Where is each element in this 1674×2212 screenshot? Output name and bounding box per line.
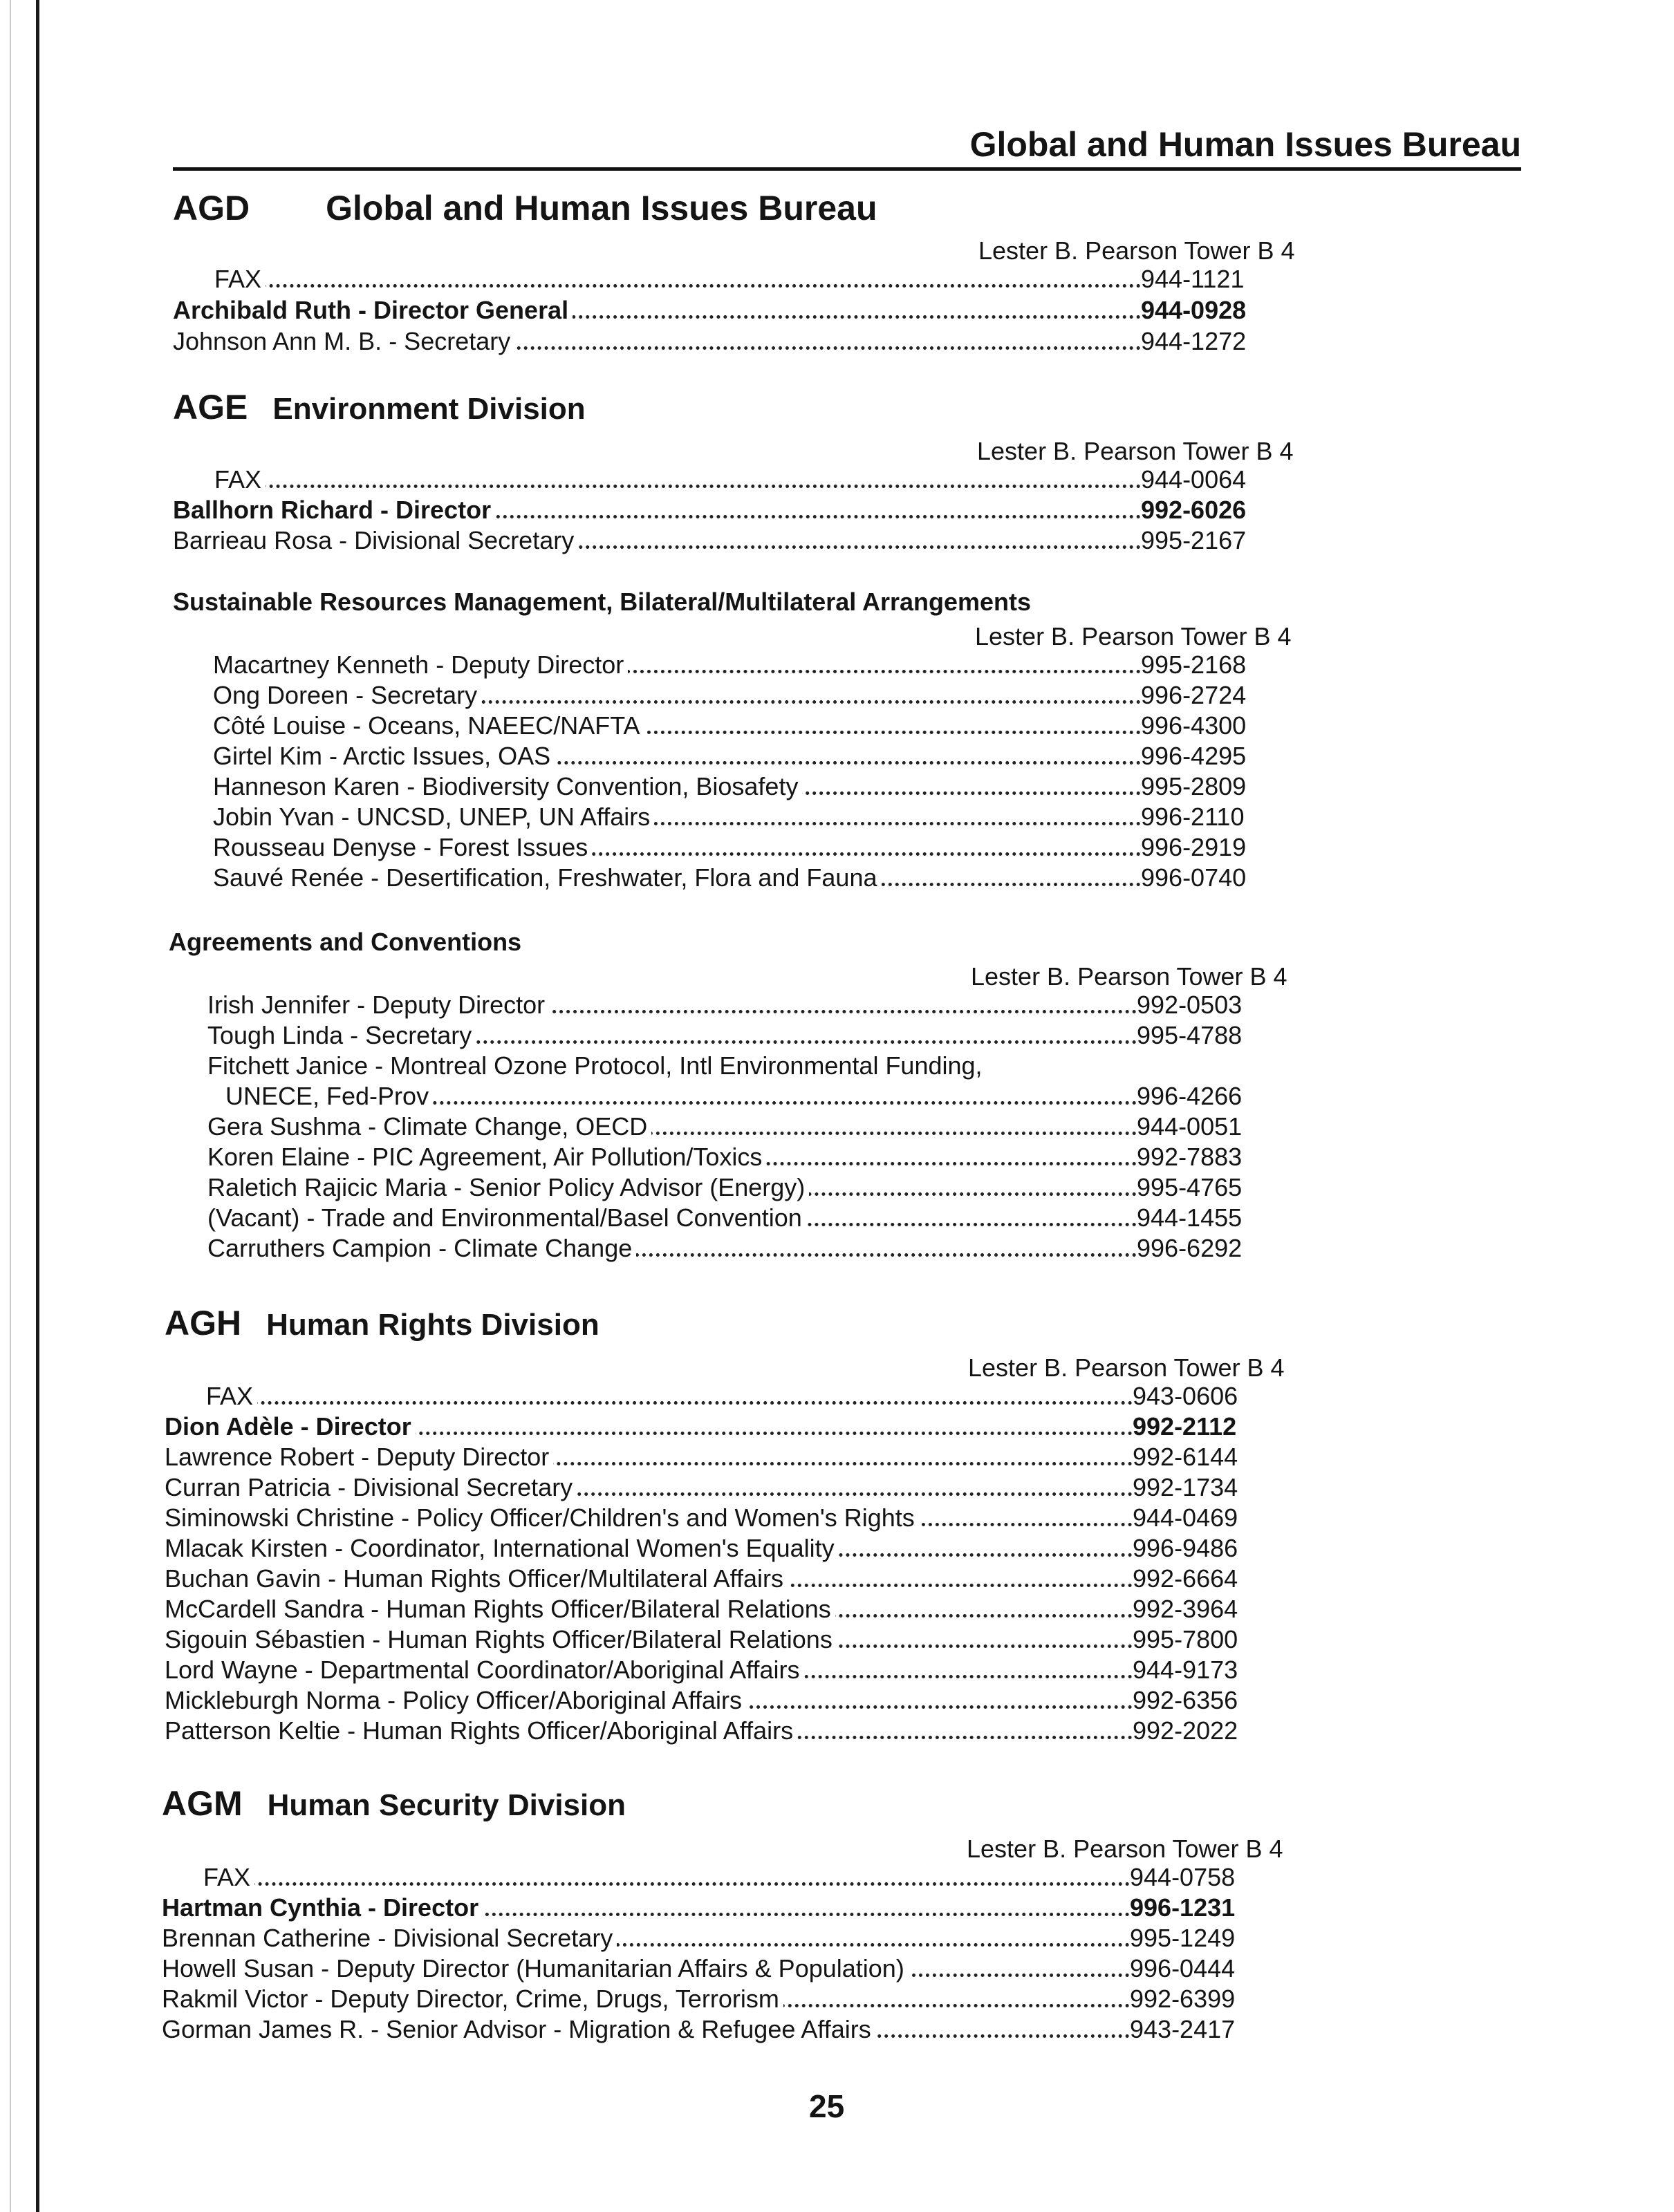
entry-name: Tough Linda - Secretary bbox=[207, 1020, 476, 1051]
entry-name: Ballhorn Richard - Director bbox=[173, 495, 495, 525]
entry-name: Siminowski Christine - Policy Officer/Children's and Women's Rights bbox=[165, 1503, 919, 1533]
director-entry bbox=[173, 495, 1245, 525]
section-heading bbox=[162, 1783, 626, 1824]
phone-number: 944-1455 bbox=[1137, 1203, 1243, 1232]
phone-number: 996-0444 bbox=[1130, 1954, 1236, 1983]
section-agh bbox=[165, 1303, 1305, 1759]
fax-entry bbox=[214, 264, 1245, 294]
dot-leader bbox=[206, 1401, 1133, 1405]
phone-number: 992-6026 bbox=[1141, 496, 1247, 524]
phone-number: 992-3964 bbox=[1133, 1595, 1238, 1623]
phone-number: 944-0928 bbox=[1141, 296, 1247, 324]
staff-entry bbox=[162, 2014, 1234, 2045]
phone-number: 992-6399 bbox=[1130, 1985, 1236, 2013]
dot-leader bbox=[214, 485, 1141, 488]
staff-entry bbox=[207, 1172, 1243, 1203]
entry-name: Lord Wayne - Departmental Coordinator/Aboriginal Affairs bbox=[165, 1655, 803, 1685]
section-code: AGE bbox=[173, 388, 248, 427]
staff-entry bbox=[225, 1081, 1243, 1112]
section-name: Human Rights Division bbox=[266, 1308, 599, 1342]
staff-entry bbox=[165, 1685, 1236, 1716]
entry-name: Girtel Kim - Arctic Issues, OAS bbox=[213, 741, 555, 771]
scan-margin-line bbox=[10, 0, 11, 2212]
phone-number: 944-1121 bbox=[1141, 265, 1245, 293]
entry-name: Raletich Rajicic Maria - Senior Policy Advisor (Energy) bbox=[207, 1172, 809, 1203]
director-entry bbox=[165, 1412, 1236, 1442]
entry-name: Brennan Catherine - Divisional Secretary bbox=[162, 1923, 617, 1953]
entry-name: Koren Elaine - PIC Agreement, Air Pollution/Toxics bbox=[207, 1142, 766, 1172]
entry-name: Sigouin Sébastien - Human Rights Officer/Bilateral Relations bbox=[165, 1624, 837, 1655]
subsection-title: Agreements and Conventions bbox=[169, 928, 522, 956]
entry-name: Rousseau Denyse - Forest Issues bbox=[213, 832, 592, 863]
section-code: AGH bbox=[165, 1304, 242, 1342]
staff-entry bbox=[165, 1624, 1236, 1655]
entry-name: Carruthers Campion - Climate Change bbox=[207, 1233, 636, 1264]
entry-name: (Vacant) - Trade and Environmental/Basel Convention bbox=[207, 1203, 806, 1233]
phone-number: 944-0758 bbox=[1130, 1863, 1236, 1891]
entry-name: Jobin Yvan - UNCSD, UNEP, UN Affairs bbox=[213, 802, 654, 832]
location: Lester B. Pearson Tower B 4 bbox=[978, 236, 1295, 265]
section-agd bbox=[173, 188, 1314, 368]
staff-entry bbox=[165, 1594, 1236, 1624]
staff-entry bbox=[207, 1233, 1243, 1264]
entry-name-continuation: UNECE, Fed-Prov bbox=[225, 1081, 433, 1112]
phone-number: 944-0051 bbox=[1137, 1112, 1243, 1141]
phone-number: 996-4300 bbox=[1141, 711, 1247, 740]
fax-entry bbox=[203, 1862, 1234, 1893]
entry-name: Johnson Ann M. B. - Secretary bbox=[173, 326, 514, 357]
staff-entry bbox=[165, 1564, 1236, 1594]
phone-number: 996-1231 bbox=[1130, 1893, 1236, 1922]
phone-number: 995-1249 bbox=[1130, 1924, 1236, 1952]
staff-entry bbox=[213, 711, 1245, 741]
phone-number: 992-0503 bbox=[1137, 991, 1243, 1019]
staff-entry bbox=[207, 1020, 1243, 1051]
section-code: AGM bbox=[162, 1784, 243, 1823]
phone-number: 992-6144 bbox=[1133, 1443, 1238, 1471]
staff-entry bbox=[165, 1655, 1236, 1685]
section-code: AGD bbox=[173, 189, 250, 227]
running-header bbox=[173, 111, 1521, 171]
staff-entry bbox=[173, 525, 1245, 556]
entry-name: FAX bbox=[214, 465, 266, 495]
entry-name: Patterson Keltie - Human Rights Officer/Aboriginal Affairs bbox=[165, 1716, 797, 1746]
section-age bbox=[169, 387, 1314, 1286]
entry-name: Curran Patricia - Divisional Secretary bbox=[165, 1472, 577, 1503]
dot-leader bbox=[203, 1882, 1130, 1886]
phone-number: 996-6292 bbox=[1137, 1234, 1243, 1262]
entry-name: Rakmil Victor - Deputy Director, Crime, Drugs, Terrorism bbox=[162, 1984, 783, 2014]
phone-number: 944-0469 bbox=[1133, 1503, 1238, 1532]
director-entry bbox=[173, 295, 1245, 326]
staff-entry bbox=[162, 1923, 1234, 1953]
staff-entry bbox=[213, 680, 1245, 711]
phone-number: 992-2112 bbox=[1133, 1412, 1237, 1441]
entry-name: Dion Adèle - Director bbox=[165, 1412, 416, 1442]
phone-number: 992-1734 bbox=[1133, 1473, 1238, 1501]
staff-entry bbox=[213, 741, 1245, 771]
staff-entry bbox=[213, 771, 1245, 802]
section-agm bbox=[162, 1783, 1303, 2053]
section-heading bbox=[173, 188, 877, 228]
entry-name: Fitchett Janice - Montreal Ozone Protocol, Intl Environmental Funding, bbox=[207, 1051, 983, 1080]
staff-entry bbox=[165, 1472, 1236, 1503]
staff-entry bbox=[207, 1142, 1243, 1172]
location: Lester B. Pearson Tower B 4 bbox=[968, 1353, 1285, 1382]
phone-number: 944-0064 bbox=[1141, 465, 1247, 494]
phone-number: 996-0740 bbox=[1141, 863, 1247, 892]
staff-entry bbox=[207, 1203, 1243, 1233]
entry-name: McCardell Sandra - Human Rights Officer/Bilateral Relations bbox=[165, 1594, 835, 1624]
staff-entry bbox=[162, 1953, 1234, 1984]
phone-number: 995-2167 bbox=[1141, 526, 1247, 554]
entry-name: Buchan Gavin - Human Rights Officer/Multilateral Affairs bbox=[165, 1564, 788, 1594]
phone-number: 995-2168 bbox=[1141, 650, 1247, 679]
entry-name: Lawrence Robert - Deputy Director bbox=[165, 1442, 553, 1472]
staff-entry bbox=[162, 1984, 1234, 2014]
staff-entry bbox=[165, 1503, 1236, 1533]
entry-name: FAX bbox=[214, 264, 266, 294]
entry-name: Ong Doreen - Secretary bbox=[213, 680, 481, 711]
entry-name: Archibald Ruth - Director General bbox=[173, 295, 573, 326]
phone-number: 995-2809 bbox=[1141, 772, 1247, 800]
staff-entry bbox=[213, 650, 1245, 680]
phone-number: 996-2724 bbox=[1141, 681, 1247, 709]
phone-number: 996-2110 bbox=[1141, 803, 1245, 831]
phone-number: 995-4765 bbox=[1137, 1173, 1243, 1201]
entry-name: Gera Sushma - Climate Change, OECD bbox=[207, 1112, 651, 1142]
entry-name: Hartman Cynthia - Director bbox=[162, 1893, 483, 1923]
location: Lester B. Pearson Tower B 4 bbox=[977, 437, 1294, 465]
entry-name: Côté Louise - Oceans, NAEEC/NAFTA bbox=[213, 711, 644, 741]
staff-entry bbox=[165, 1716, 1236, 1746]
entry-name: Barrieau Rosa - Divisional Secretary bbox=[173, 525, 578, 556]
entry-name: FAX bbox=[206, 1381, 257, 1412]
running-header-title: Global and Human Issues Bureau bbox=[969, 125, 1521, 164]
phone-number: 995-4788 bbox=[1137, 1021, 1243, 1049]
section-heading bbox=[165, 1303, 599, 1343]
section-name: Global and Human Issues Bureau bbox=[326, 189, 877, 227]
entry-name: Howell Susan - Deputy Director (Humanitarian Affairs & Population) bbox=[162, 1953, 909, 1984]
staff-entry bbox=[213, 832, 1245, 863]
staff-entry bbox=[173, 326, 1245, 357]
phone-number: 943-2417 bbox=[1130, 2015, 1236, 2043]
staff-entry bbox=[165, 1533, 1236, 1564]
director-entry bbox=[162, 1893, 1234, 1923]
section-heading bbox=[173, 387, 586, 427]
location: Lester B. Pearson Tower B 4 bbox=[967, 1835, 1283, 1863]
subsection-title: Sustainable Resources Management, Bilateral/Multilateral Arrangements bbox=[173, 588, 1032, 616]
phone-number: 944-1272 bbox=[1141, 327, 1247, 355]
phone-number: 992-6664 bbox=[1133, 1564, 1238, 1593]
phone-number: 996-9486 bbox=[1133, 1534, 1238, 1562]
entry-name: Hanneson Karen - Biodiversity Convention, Biosafety bbox=[213, 771, 802, 802]
page-number: 25 bbox=[809, 2088, 845, 2124]
phone-number: 944-9173 bbox=[1133, 1656, 1238, 1684]
section-name: Environment Division bbox=[272, 392, 586, 426]
entry-name: Mickleburgh Norma - Policy Officer/Aboriginal Affairs bbox=[165, 1685, 746, 1716]
phone-number: 995-7800 bbox=[1133, 1625, 1238, 1653]
fax-entry bbox=[214, 465, 1245, 495]
section-name: Human Security Division bbox=[267, 1788, 626, 1822]
entry-name: Macartney Kenneth - Deputy Director bbox=[213, 650, 628, 680]
phone-number: 992-7883 bbox=[1137, 1143, 1243, 1171]
entry-name: Mlacak Kirsten - Coordinator, International Women's Equality bbox=[165, 1533, 839, 1564]
staff-entry bbox=[213, 863, 1245, 893]
dot-leader bbox=[214, 284, 1141, 288]
staff-entry bbox=[165, 1442, 1236, 1472]
entry-name: FAX bbox=[203, 1862, 254, 1893]
entry-name: Irish Jennifer - Deputy Director bbox=[207, 990, 549, 1020]
phone-number: 996-2919 bbox=[1141, 833, 1247, 861]
phone-number: 992-6356 bbox=[1133, 1686, 1238, 1714]
phone-number: 996-4295 bbox=[1141, 742, 1247, 770]
staff-entry bbox=[207, 990, 1243, 1020]
entry-name: Sauvé Renée - Desertification, Freshwater, Flora and Fauna bbox=[213, 863, 882, 893]
page-left-border bbox=[36, 0, 39, 2212]
entry-name: Gorman James R. - Senior Advisor - Migration & Refugee Affairs bbox=[162, 2014, 875, 2045]
location: Lester B. Pearson Tower B 4 bbox=[971, 962, 1287, 991]
phone-number: 943-0606 bbox=[1133, 1382, 1238, 1410]
location: Lester B. Pearson Tower B 4 bbox=[975, 622, 1292, 650]
staff-entry bbox=[207, 1112, 1243, 1142]
phone-number: 996-4266 bbox=[1137, 1082, 1243, 1110]
phone-number: 992-2022 bbox=[1133, 1716, 1238, 1745]
staff-entry bbox=[213, 802, 1245, 832]
fax-entry bbox=[206, 1381, 1236, 1412]
